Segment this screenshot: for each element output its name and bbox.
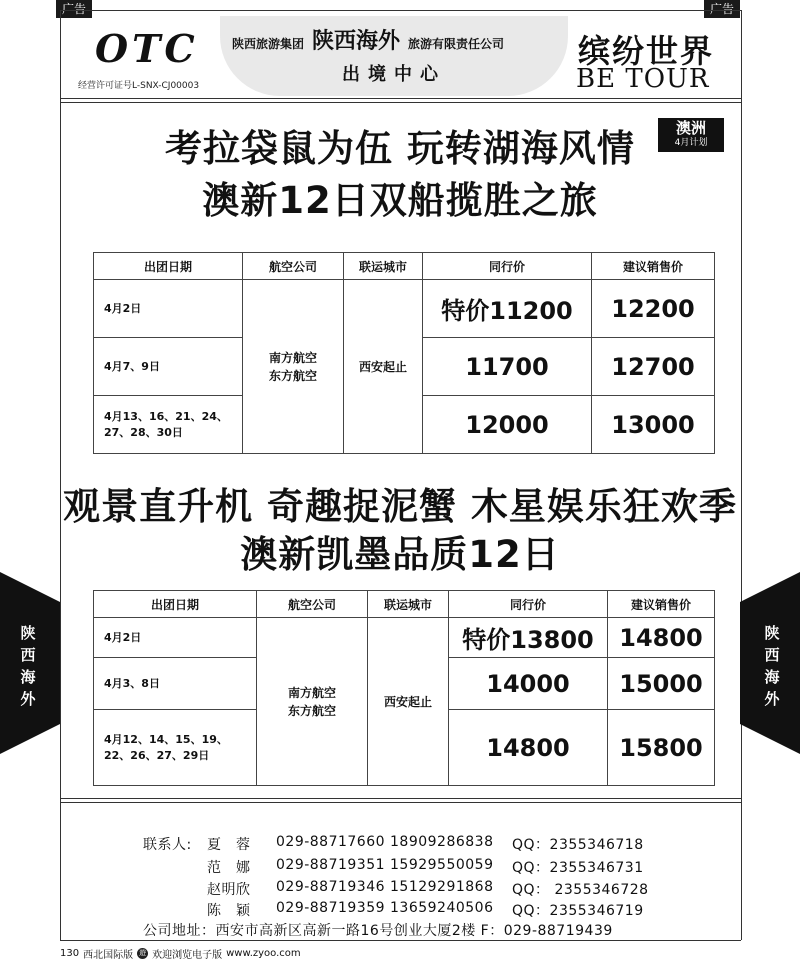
tour1-title-line2: 澳新12日双船揽胜之旅 <box>202 179 598 222</box>
contacts-label: 联系人: <box>143 837 192 853</box>
table-header: 航空公司 <box>257 591 368 618</box>
license-number: 经营许可证号L-SNX-CJ00003 <box>78 81 200 91</box>
tour2-title-line2: 澳新凯墨品质12日 <box>240 533 560 576</box>
divider-bottom <box>60 940 741 941</box>
trade-price: 12000 <box>423 396 592 454</box>
contact-qq: QQ：2355346719 <box>512 903 644 919</box>
page-footer <box>60 946 301 961</box>
side-label-right <box>752 622 792 710</box>
table-header: 出团日期 <box>94 591 257 618</box>
table-row <box>94 280 715 338</box>
footer-site-link[interactable]: www.zyoo.com <box>226 948 301 959</box>
retail-price: 13000 <box>592 396 715 454</box>
contact-mobile: 18909286838 <box>390 834 494 850</box>
date-line: 27、28、30日 <box>104 425 183 439</box>
side-char: 陕 <box>764 624 780 642</box>
retail-price: 14800 <box>608 618 715 658</box>
company-suffix: 旅游有限责任公司 <box>408 37 505 51</box>
divider-header <box>60 98 741 99</box>
airline-name: 南方航空 <box>287 685 336 700</box>
edition-name: 西北国际版 <box>83 950 134 961</box>
trade-price: 11700 <box>423 338 592 396</box>
footer-slogan: 欢迎浏览电子版 <box>152 950 223 961</box>
divider-header-2 <box>60 102 741 103</box>
contact-qq: QQ：2355346731 <box>512 860 644 876</box>
brand-en: BE TOUR <box>576 64 710 94</box>
airline-name: 东方航空 <box>287 703 336 718</box>
side-char: 外 <box>764 690 780 708</box>
departure-date: 4月2日 <box>94 618 257 658</box>
company-address: 公司地址：西安市高新区高新一路16号创业大厦2楼 F：029-88719439 <box>143 923 613 939</box>
contact-qq: QQ：2355346718 <box>512 837 644 853</box>
contact-mobile: 15129291868 <box>390 879 494 895</box>
contact-name: 赵明欣 <box>207 882 251 898</box>
table-header: 航空公司 <box>243 253 344 280</box>
airline-cell <box>257 618 368 786</box>
page-number: 130 <box>60 948 80 959</box>
date-line: 4月13、16、21、24、 <box>104 409 228 423</box>
retail-price: 12700 <box>592 338 715 396</box>
company-name <box>232 24 562 55</box>
divider-contacts <box>60 798 741 799</box>
contact-tel: 029-88719346 <box>276 879 386 895</box>
region-plan: 4月计划 <box>674 138 708 148</box>
table-header: 同行价 <box>449 591 608 618</box>
side-label-left <box>8 622 48 710</box>
side-char: 海 <box>20 668 36 686</box>
table-header: 建议销售价 <box>608 591 715 618</box>
date-line: 22、26、27、29日 <box>104 748 210 762</box>
trade-price: 14800 <box>449 710 608 786</box>
zyoo-logo-icon: 遊 <box>139 949 147 957</box>
trade-price: 特价11200 <box>423 280 592 338</box>
retail-price: 12200 <box>592 280 715 338</box>
contact-tel: 029-88719351 <box>276 857 386 873</box>
departure-date: 4月2日 <box>94 280 243 338</box>
tour1-title-line1: 考拉袋鼠为伍 玩转湖海风情 <box>165 127 635 170</box>
connecting-city: 西安起止 <box>368 618 449 786</box>
side-char: 海 <box>764 668 780 686</box>
side-char: 陕 <box>20 624 36 642</box>
departure-date: 4月3、8日 <box>94 658 257 710</box>
departure-date: 4月7、9日 <box>94 338 243 396</box>
departure-date <box>94 710 257 786</box>
divider-top <box>60 10 741 11</box>
table-header: 联运城市 <box>344 253 423 280</box>
trade-price: 特价13800 <box>449 618 608 658</box>
retail-price: 15000 <box>608 658 715 710</box>
contact-tel: 029-88717660 <box>276 834 386 850</box>
trade-price: 14000 <box>449 658 608 710</box>
airline-name: 东方航空 <box>268 368 317 383</box>
contact-mobile: 13659240506 <box>390 900 494 916</box>
table-header: 联运城市 <box>368 591 449 618</box>
brand-cn: 缤纷世界 <box>578 32 715 70</box>
table-header: 建议销售价 <box>592 253 715 280</box>
date-line: 4月12、14、15、19、 <box>104 732 228 746</box>
divider-contacts-2 <box>60 802 741 803</box>
tour1-price-table <box>93 252 715 454</box>
company-main: 陕西海外 <box>312 28 401 54</box>
region-name: 澳洲 <box>675 119 706 137</box>
contact-name: 夏 蓉 <box>207 837 251 853</box>
contact-tel: 029-88719359 <box>276 900 386 916</box>
connecting-city: 西安起止 <box>344 280 423 454</box>
side-char: 西 <box>764 646 780 664</box>
tour2-title-line1: 观景直升机 奇趣捉泥蟹 木星娱乐狂欢季 <box>63 485 737 528</box>
airline-name: 南方航空 <box>268 350 317 365</box>
ad-label-right: 广告 <box>704 0 740 18</box>
airline-cell <box>243 280 344 454</box>
table-header: 同行价 <box>423 253 592 280</box>
departure-date <box>94 396 243 454</box>
table-header: 出团日期 <box>94 253 243 280</box>
contact-mobile: 15929550059 <box>390 857 494 873</box>
group-name: 陕西旅游集团 <box>232 37 305 51</box>
ad-label-left: 广告 <box>56 0 92 18</box>
tour2-price-table <box>93 590 715 786</box>
side-char: 外 <box>20 690 36 708</box>
table-row <box>94 618 715 658</box>
retail-price: 15800 <box>608 710 715 786</box>
department-name: 出境中心 <box>342 64 446 85</box>
contact-name: 范 娜 <box>207 860 251 876</box>
otc-logo: OTC <box>95 26 199 71</box>
side-char: 西 <box>20 646 36 664</box>
contact-name: 陈 颖 <box>207 903 251 919</box>
contact-qq: QQ： 2355346728 <box>512 882 649 898</box>
